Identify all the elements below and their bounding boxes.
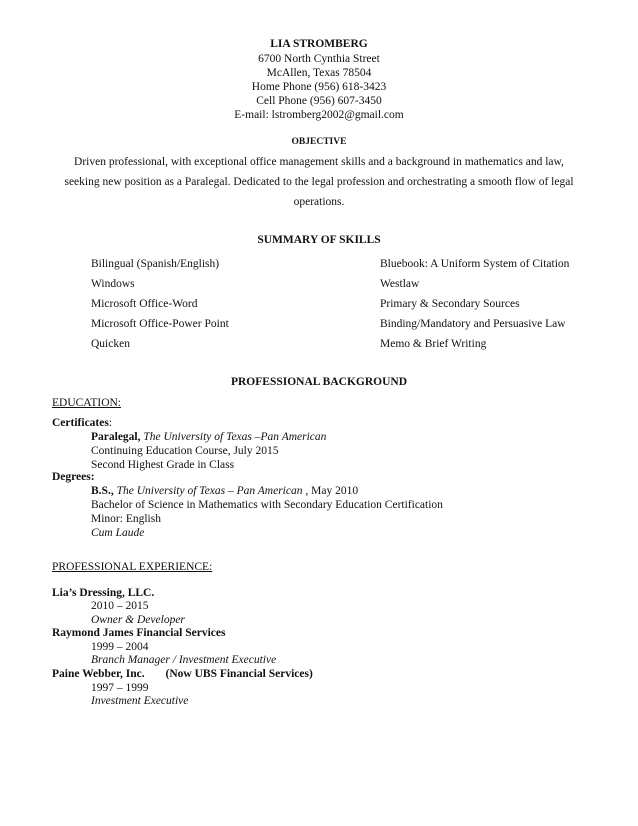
certificates-colon: : [108,417,113,429]
job-3-company: Paine Webber, Inc. [52,668,145,680]
cert-title-row [91,431,326,443]
cert-course: Continuing Education Course, July 2015 [91,445,279,457]
skill-left-1: Bilingual (Spanish/English) [91,258,220,270]
job-1-company: Lia’s Dressing, LLC. [52,587,155,599]
skill-right-3: Primary & Secondary Sources [380,298,520,310]
cert-degree: Paralegal, [91,431,141,443]
job-2-title: Branch Manager / Investment Executive [91,654,277,666]
email: E-mail: lstromberg2002@gmail.com [234,109,404,121]
certificates-label: Certificates [52,417,109,429]
applicant-name: LIA STROMBERG [270,38,368,50]
skill-right-1: Bluebook: A Uniform System of Citation [380,258,570,270]
skill-left-2: Windows [91,278,135,290]
job-3-title: Investment Executive [91,695,189,707]
skill-left-4: Microsoft Office-Power Point [91,318,229,330]
job-2-company: Raymond James Financial Services [52,627,226,639]
skill-right-5: Memo & Brief Writing [380,338,487,350]
job-1-years: 2010 – 2015 [91,600,149,612]
bs-detail: Bachelor of Science in Mathematics with Secondary Education Certification [91,499,443,511]
home-phone: Home Phone (956) 618-3423 [251,81,387,93]
objective-heading: OBJECTIVE [291,137,347,147]
cell-phone: Cell Phone (956) 607-3450 [256,95,382,107]
bs-honor: Cum Laude [91,527,145,539]
background-heading: PROFESSIONAL BACKGROUND [230,376,408,388]
job-1-title: Owner & Developer [91,614,185,626]
bs-row [91,485,358,497]
job-3-years: 1997 – 1999 [91,682,149,694]
bs-minor: Minor: English [91,513,161,525]
education-label: EDUCATION: [52,397,121,409]
street-address: 6700 North Cynthia Street [258,53,380,65]
skill-left-5: Quicken [91,338,130,350]
objective-line-2: seeking new position as a Paralegal. Dedicated to the legal profession and orchestrating a smooth flow of legal [64,176,574,188]
skill-left-3: Microsoft Office-Word [91,298,198,310]
certificates-row [52,417,112,429]
city-address: McAllen, Texas 78504 [266,67,372,79]
degrees-label: Degrees: [52,471,95,483]
experience-label: PROFESSIONAL EXPERIENCE: [52,561,213,573]
job-2-years: 1999 – 2004 [91,641,149,653]
bs-date: May 2010 [311,485,359,497]
bs-label: B.S., [91,485,114,497]
cert-school: The University of Texas –Pan American [143,431,327,443]
objective-line-3: operations. [293,196,345,208]
skill-right-4: Binding/Mandatory and Persuasive Law [380,318,566,330]
bs-school: The University of Texas – Pan American , [116,485,309,497]
objective-line-1: Driven professional, with exceptional office management skills and a background in mathematics and law, [74,156,564,168]
skill-right-2: Westlaw [380,278,420,290]
job-3-company-note: (Now UBS Financial Services) [165,668,313,680]
skills-heading: SUMMARY OF SKILLS [257,234,381,246]
job-3-company-row [52,668,313,680]
cert-grade: Second Highest Grade in Class [91,459,235,471]
